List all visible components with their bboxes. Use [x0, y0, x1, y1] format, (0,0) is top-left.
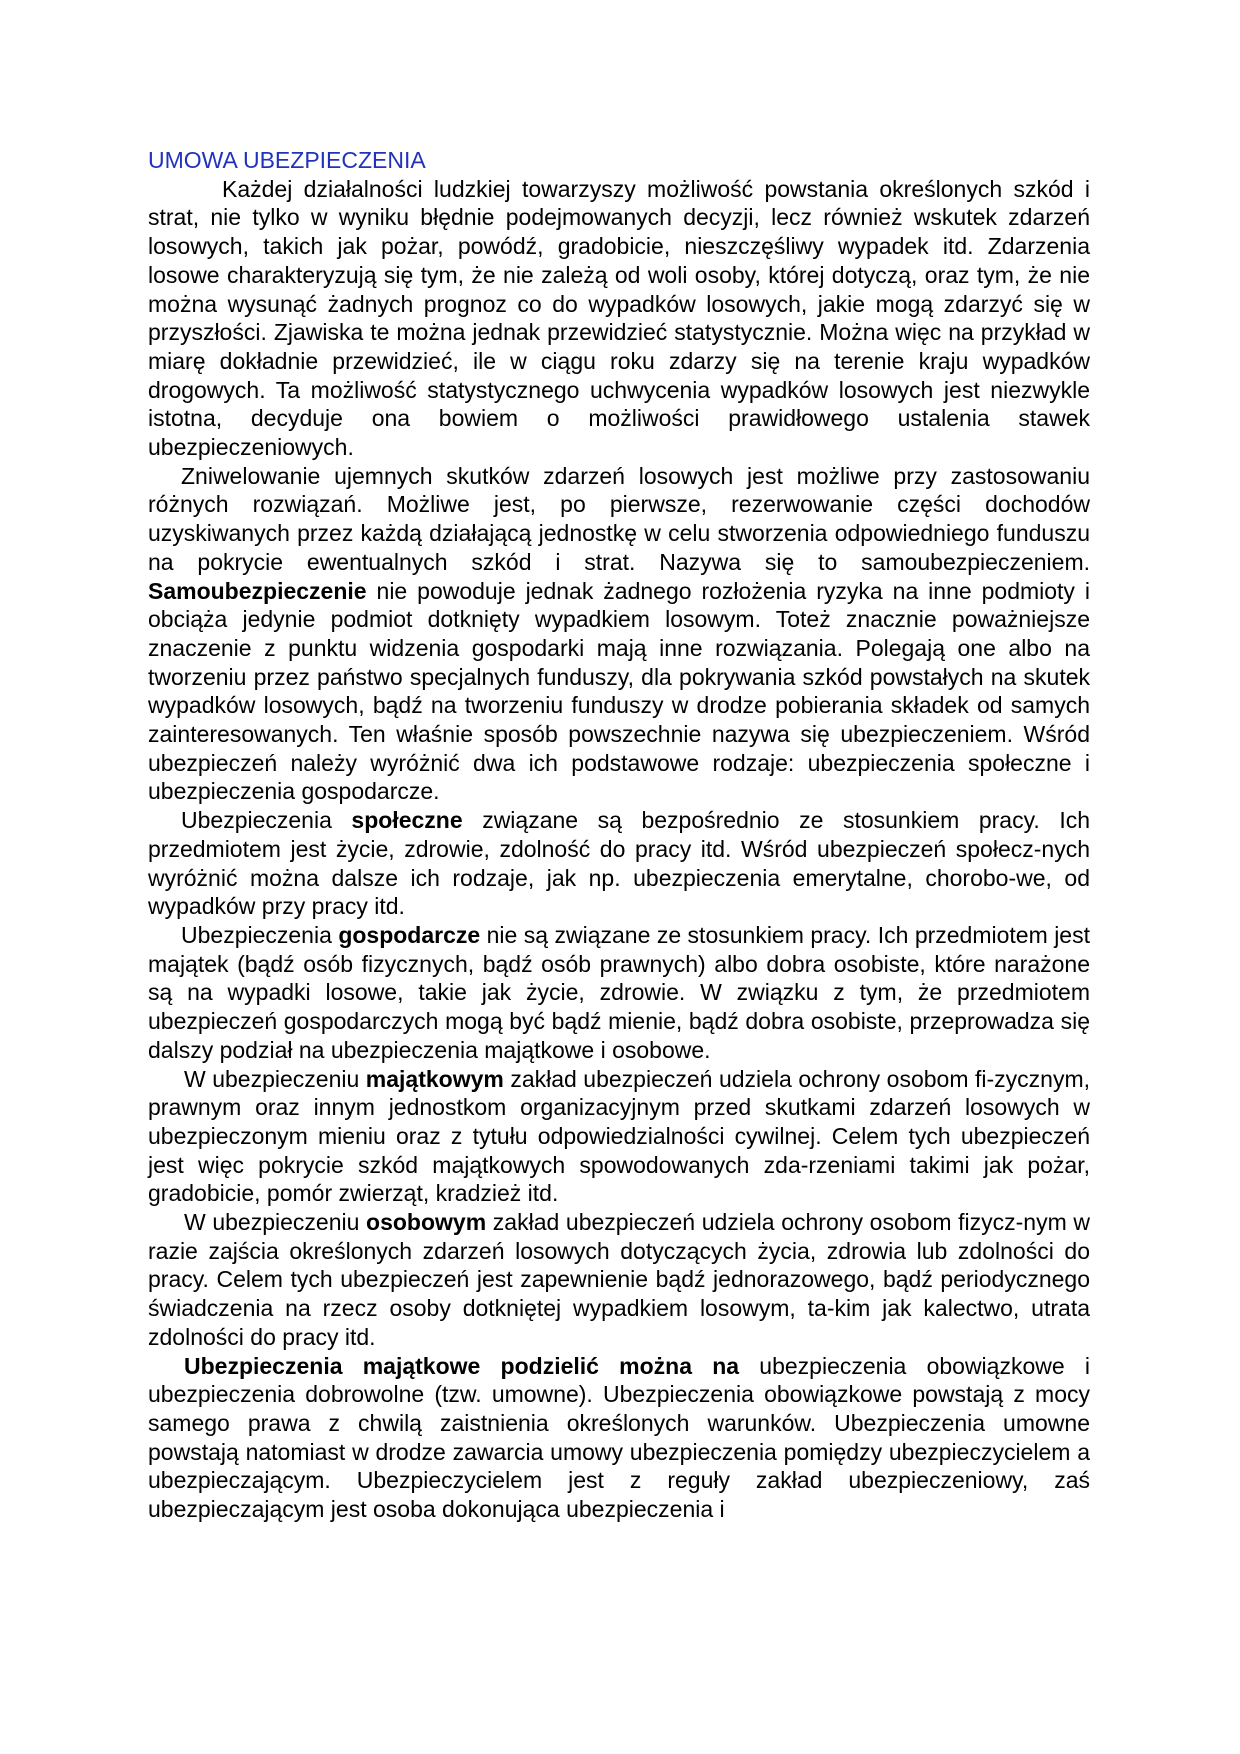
paragraph-6 [148, 1208, 1090, 1352]
paragraph-5-bold: majątkowym [365, 1065, 504, 1092]
paragraph-6-text: W ubezpieczeniu [184, 1209, 367, 1236]
paragraph-2-bold: Samoubezpieczenie [148, 577, 367, 604]
paragraph-5-text-cont: zakład ubezpieczeń udziela ochrony osobom fi-zycznym, prawnym oraz innym jednostkom organizacyjnym przed skutkami zdarzeń losowych w ubezpieczonym mieniu oraz z tytułu odpowiedzialności cywilnej. Celem tych ubezpieczeń jest więc pokrycie szkód majątkowych spowodowanych zda-rzeniami takimi jak pożar, gradobicie, pomór zwierząt, kradzież itd. [148, 1065, 1090, 1207]
paragraph-5-text: W ubezpieczeniu [184, 1065, 366, 1092]
paragraph-5 [148, 1065, 1090, 1209]
paragraph-7-text-cont: ubezpieczenia obowiązkowe i ubezpieczenia dobrowolne (tzw. umowne). Ubezpieczenia obowiązkowe powstają z mocy samego prawa z chwilą zaistnienia określonych warunków. Ubezpieczenia umowne powstają natomiast w drodze zawarcia umowy ubezpieczenia pomiędzy ubezpieczycielem a ubezpieczającym. Ubezpieczycielem jest z reguły zakład ubezpieczeniowy, zaś ubezpieczającym jest osoba dokonująca ubezpieczenia i [148, 1352, 1090, 1523]
paragraph-4 [148, 921, 1090, 1065]
paragraph-3-text: Ubezpieczenia [181, 807, 352, 834]
paragraph-7 [148, 1352, 1090, 1524]
document-title: UMOWA UBEZPIECZENIA [148, 147, 426, 173]
paragraph-4-text: Ubezpieczenia [181, 921, 339, 948]
paragraph-3 [148, 806, 1090, 921]
paragraph-3-bold: społeczne [351, 807, 463, 834]
paragraph-1: Każdej działalności ludzkiej towarzyszy możliwość powstania określonych szkód i strat, nie tylko w wyniku błędnie podejmowanych decyzji, lecz również wskutek zdarzeń losowych, takich jak pożar, powódź, gradobicie, nieszczęśliwy wypadek itd. Zdarzenia losowe charakteryzują się tym, że nie zależą od woli osoby, której dotyczą, oraz tym, że nie można wysunąć żadnych prognoz co do wypadków losowych, jakie mogą zdarzyć się w przyszłości. Zjawiska te można jednak przewidzieć statystycznie. Można więc na przykład w miarę dokładnie przewidzieć, ile w ciągu roku zdarzy się na terenie kraju wypadków drogowych. Ta możliwość statystycznego uchwycenia wypadków losowych jest niezwykle istotna, decyduje ona bowiem o możliwości prawidłowego ustalenia stawek ubezpieczeniowych. [148, 175, 1090, 461]
paragraph-4-bold: gospodarcze [338, 921, 481, 948]
paragraph-2-text-cont: nie powoduje jednak żadnego rozłożenia ryzyka na inne podmioty i obciąża jedynie podmiot dotknięty wypadkiem losowym. Toteż znacznie poważniejsze znaczenie z punktu widzenia gospodarki mają inne rozwiązania. Polegają one albo na tworzeniu przez państwo specjalnych funduszy, dla pokrywania szkód powstałych na skutek wypadków losowych, bądź na tworzeniu funduszy w drodze pobierania składek od samych zainteresowanych. Ten właśnie sposób powszechnie nazywa się ubezpieczeniem. Wśród ubezpieczeń należy wyróżnić dwa ich podstawowe rodzaje: ubezpieczenia społeczne i ubezpieczenia gospodarcze. [148, 577, 1090, 805]
paragraph-4-text-cont: nie są związane ze stosunkiem pracy. Ich przedmiotem jest majątek (bądź osób fizycznych, bądź osób prawnych) albo dobra osobiste, które narażone są na wypadki losowe, takie jak życie, zdrowie. W związku z tym, że przedmiotem ubezpieczeń gospodarczych mogą być bądź mienie, bądź dobra osobiste, przeprowadza się dalszy podział na ubezpieczenia majątkowe i osobowe. [148, 921, 1090, 1063]
paragraph-2 [148, 462, 1090, 806]
paragraph-6-bold: osobowym [366, 1209, 487, 1236]
paragraph-7-bold: Ubezpieczenia majątkowe podzielić można na [184, 1352, 740, 1379]
document-page [148, 146, 1090, 1524]
paragraph-6-text-cont: zakład ubezpieczeń udziela ochrony osobom fizycz-nym w razie zajścia określonych zdarzeń losowych dotyczących życia, zdrowia lub zdolności do pracy. Celem tych ubezpieczeń jest zapewnienie bądź jednorazowego, bądź periodycznego świadczenia na rzecz osoby dotkniętej wypadkiem losowym, ta-kim jak kalectwo, utrata zdolności do pracy itd. [148, 1209, 1090, 1350]
paragraph-3-text-cont: związane są bezpośrednio ze stosunkiem pracy. Ich przedmiotem jest życie, zdrowie, zdolność do pracy itd. Wśród ubezpieczeń społecz-nych wyróżnić można dalsze ich rodzaje, jak np. ubezpieczenia emerytalne, chorobo-we, od wypadków przy pracy itd. [148, 807, 1090, 920]
paragraph-2-text: Zniwelowanie ujemnych skutków zdarzeń losowych jest możliwe przy zastosowaniu różnych rozwiązań. Możliwe jest, po pierwsze, rezerwowanie części dochodów uzyskiwanych przez każdą działającą jednostkę w celu stworzenia odpowiedniego funduszu na pokrycie ewentualnych szkód i strat. Nazywa się to samoubezpieczeniem. [148, 462, 1090, 575]
